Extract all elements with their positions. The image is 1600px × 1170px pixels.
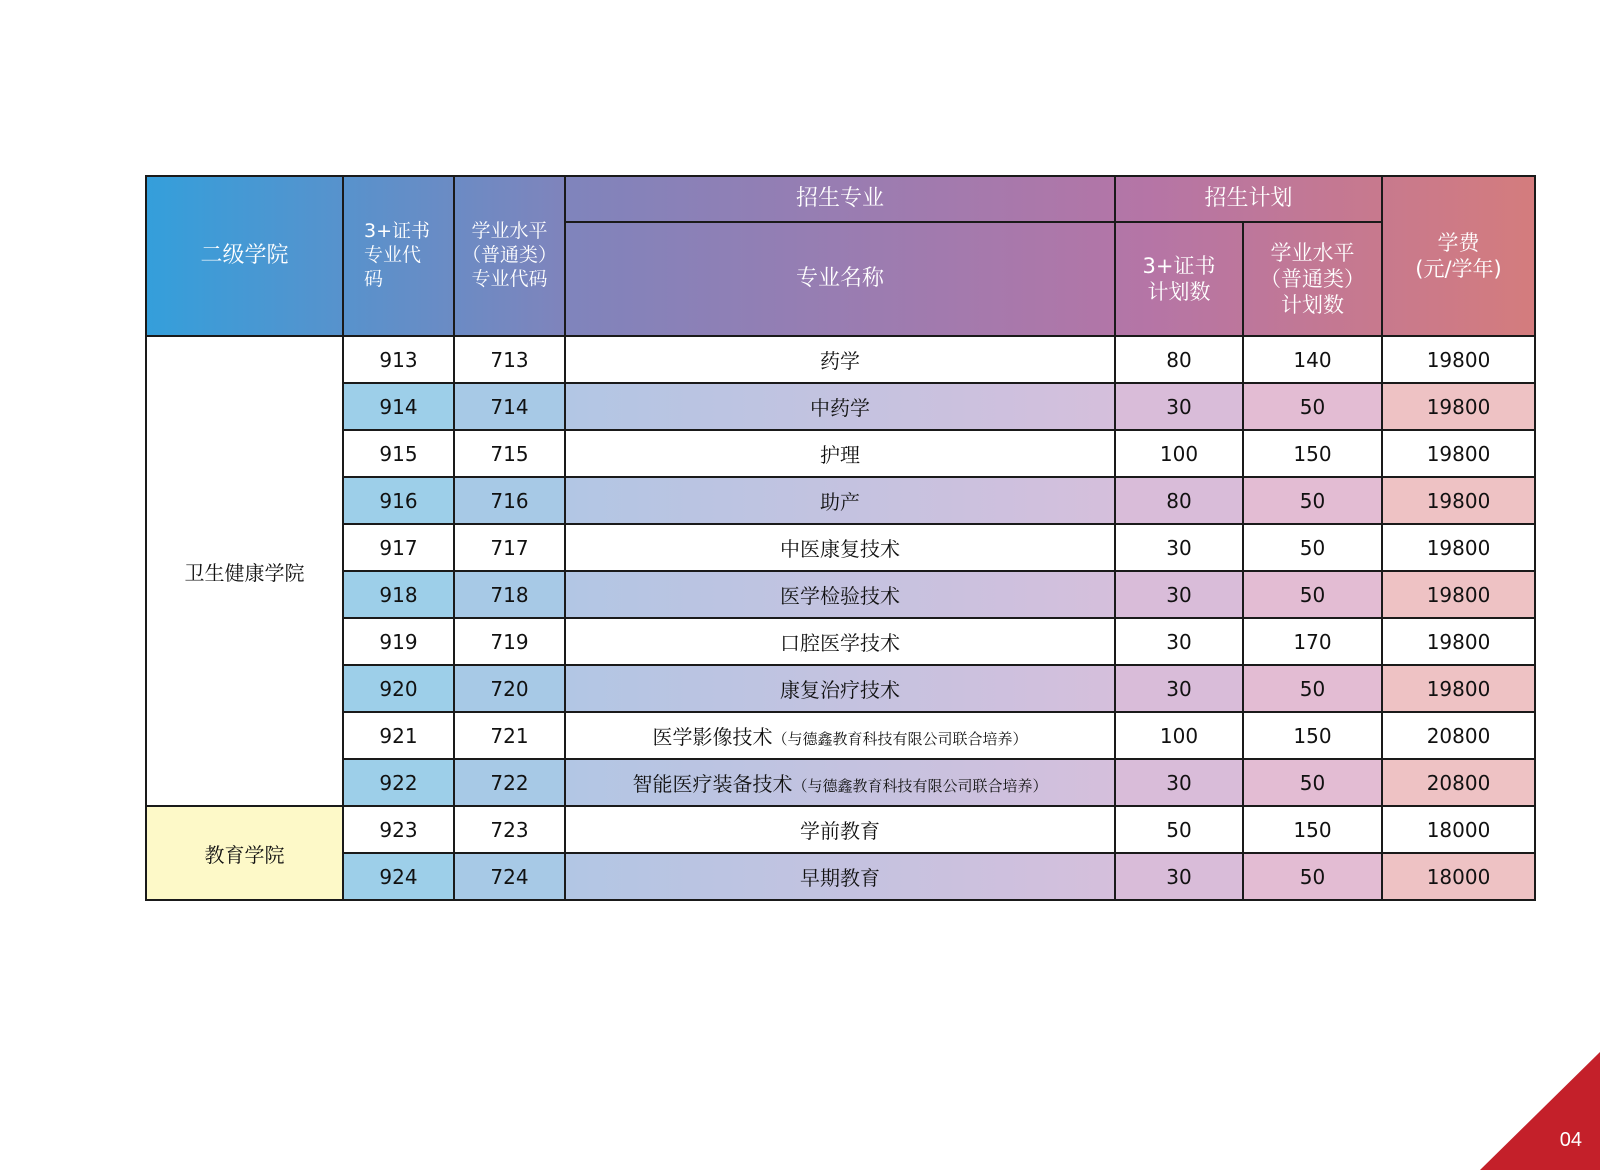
plan-cert-cell: 30 bbox=[1115, 383, 1243, 430]
plan-general-cell: 150 bbox=[1243, 712, 1382, 759]
plan-general-cell: 140 bbox=[1243, 336, 1382, 383]
header-college: 二级学院 bbox=[146, 176, 343, 336]
header-row-groups bbox=[146, 176, 1535, 222]
plan-general-cell: 50 bbox=[1243, 759, 1382, 806]
table-row bbox=[146, 665, 1535, 712]
plan-cert-cell: 50 bbox=[1115, 806, 1243, 853]
page-number: 04 bbox=[1559, 1129, 1582, 1151]
plan-cert-cell: 100 bbox=[1115, 712, 1243, 759]
table-row bbox=[146, 759, 1535, 806]
fee-cell: 19800 bbox=[1382, 430, 1535, 477]
college-name-cell: 教育学院 bbox=[146, 806, 343, 900]
plan-cert-cell: 80 bbox=[1115, 336, 1243, 383]
fee-cell: 19800 bbox=[1382, 383, 1535, 430]
cert-code-cell: 915 bbox=[343, 430, 454, 477]
plan-general-cell: 170 bbox=[1243, 618, 1382, 665]
cert-code-cell: 924 bbox=[343, 853, 454, 900]
major-name: 口腔医学技术 bbox=[780, 631, 900, 655]
fee-cell: 19800 bbox=[1382, 665, 1535, 712]
table-header bbox=[146, 176, 1535, 336]
major-name: 助产 bbox=[820, 490, 860, 514]
major-name-cell bbox=[565, 383, 1115, 430]
plan-general-cell: 50 bbox=[1243, 383, 1382, 430]
major-name: 药学 bbox=[820, 349, 860, 373]
major-name-cell bbox=[565, 618, 1115, 665]
plan-general-cell: 50 bbox=[1243, 571, 1382, 618]
cert-code-cell: 922 bbox=[343, 759, 454, 806]
major-name: 中医康复技术 bbox=[780, 537, 900, 561]
major-note: （与德鑫教育科技有限公司联合培养） bbox=[772, 730, 1028, 748]
header-plan-group: 招生计划 bbox=[1115, 176, 1382, 222]
major-name: 医学影像技术 bbox=[652, 725, 773, 749]
plan-cert-cell: 30 bbox=[1115, 571, 1243, 618]
header-plan-general: 学业水平 （普通类） 计划数 bbox=[1243, 222, 1382, 336]
major-name-cell bbox=[565, 665, 1115, 712]
corner-accent bbox=[1480, 1052, 1600, 1170]
major-note: （与德鑫教育科技有限公司联合培养） bbox=[792, 777, 1048, 795]
major-name-cell bbox=[565, 571, 1115, 618]
header-code-cert: 3+证书 专业代 码 bbox=[343, 176, 454, 336]
plan-cert-cell: 30 bbox=[1115, 618, 1243, 665]
major-name-cell bbox=[565, 712, 1115, 759]
major-name: 护理 bbox=[820, 443, 860, 467]
cert-code-cell: 914 bbox=[343, 383, 454, 430]
general-code-cell: 723 bbox=[454, 806, 565, 853]
plan-cert-cell: 100 bbox=[1115, 430, 1243, 477]
major-name: 早期教育 bbox=[800, 866, 880, 890]
table-row bbox=[146, 477, 1535, 524]
major-name-cell bbox=[565, 806, 1115, 853]
general-code-cell: 721 bbox=[454, 712, 565, 759]
table-body bbox=[146, 336, 1535, 900]
table-row bbox=[146, 618, 1535, 665]
cert-code-cell: 921 bbox=[343, 712, 454, 759]
general-code-cell: 719 bbox=[454, 618, 565, 665]
plan-cert-cell: 30 bbox=[1115, 665, 1243, 712]
table-row bbox=[146, 853, 1535, 900]
table-row bbox=[146, 336, 1535, 383]
general-code-cell: 714 bbox=[454, 383, 565, 430]
cert-code-cell: 913 bbox=[343, 336, 454, 383]
plan-cert-cell: 80 bbox=[1115, 477, 1243, 524]
general-code-cell: 722 bbox=[454, 759, 565, 806]
header-plan-cert: 3+证书 计划数 bbox=[1115, 222, 1243, 336]
plan-general-cell: 50 bbox=[1243, 853, 1382, 900]
cert-code-cell: 919 bbox=[343, 618, 454, 665]
general-code-cell: 718 bbox=[454, 571, 565, 618]
fee-cell: 20800 bbox=[1382, 712, 1535, 759]
fee-cell: 19800 bbox=[1382, 524, 1535, 571]
fee-cell: 19800 bbox=[1382, 477, 1535, 524]
major-name: 智能医疗装备技术 bbox=[632, 772, 793, 796]
fee-cell: 18000 bbox=[1382, 853, 1535, 900]
general-code-cell: 717 bbox=[454, 524, 565, 571]
plan-general-cell: 150 bbox=[1243, 806, 1382, 853]
cert-code-cell: 918 bbox=[343, 571, 454, 618]
college-name-cell: 卫生健康学院 bbox=[146, 336, 343, 806]
major-name: 学前教育 bbox=[800, 819, 880, 843]
major-name-cell bbox=[565, 336, 1115, 383]
header-major-group: 招生专业 bbox=[565, 176, 1115, 222]
fee-cell: 19800 bbox=[1382, 571, 1535, 618]
major-name: 康复治疗技术 bbox=[780, 678, 900, 702]
header-fee: 学费 (元/学年) bbox=[1382, 176, 1535, 336]
fee-cell: 19800 bbox=[1382, 336, 1535, 383]
major-name: 中药学 bbox=[810, 396, 870, 420]
major-name: 医学检验技术 bbox=[780, 584, 900, 608]
major-name-cell bbox=[565, 759, 1115, 806]
table-row bbox=[146, 383, 1535, 430]
plan-general-cell: 50 bbox=[1243, 477, 1382, 524]
table-row bbox=[146, 430, 1535, 477]
plan-general-cell: 150 bbox=[1243, 430, 1382, 477]
fee-cell: 19800 bbox=[1382, 618, 1535, 665]
table-row bbox=[146, 712, 1535, 759]
cert-code-cell: 920 bbox=[343, 665, 454, 712]
table-row bbox=[146, 524, 1535, 571]
plan-general-cell: 50 bbox=[1243, 665, 1382, 712]
general-code-cell: 713 bbox=[454, 336, 565, 383]
cert-code-cell: 916 bbox=[343, 477, 454, 524]
table-row bbox=[146, 806, 1535, 853]
fee-cell: 18000 bbox=[1382, 806, 1535, 853]
general-code-cell: 724 bbox=[454, 853, 565, 900]
header-code-general: 学业水平 （普通类） 专业代码 bbox=[454, 176, 565, 336]
major-name-cell bbox=[565, 477, 1115, 524]
plan-cert-cell: 30 bbox=[1115, 759, 1243, 806]
table-row bbox=[146, 571, 1535, 618]
general-code-cell: 720 bbox=[454, 665, 565, 712]
cert-code-cell: 923 bbox=[343, 806, 454, 853]
major-name-cell bbox=[565, 853, 1115, 900]
header-major-name: 专业名称 bbox=[565, 222, 1115, 336]
major-name-cell bbox=[565, 524, 1115, 571]
plan-general-cell: 50 bbox=[1243, 524, 1382, 571]
general-code-cell: 716 bbox=[454, 477, 565, 524]
general-code-cell: 715 bbox=[454, 430, 565, 477]
cert-code-cell: 917 bbox=[343, 524, 454, 571]
plan-cert-cell: 30 bbox=[1115, 853, 1243, 900]
major-name-cell bbox=[565, 430, 1115, 477]
fee-cell: 20800 bbox=[1382, 759, 1535, 806]
plan-cert-cell: 30 bbox=[1115, 524, 1243, 571]
enrollment-plan-table bbox=[145, 175, 1536, 901]
